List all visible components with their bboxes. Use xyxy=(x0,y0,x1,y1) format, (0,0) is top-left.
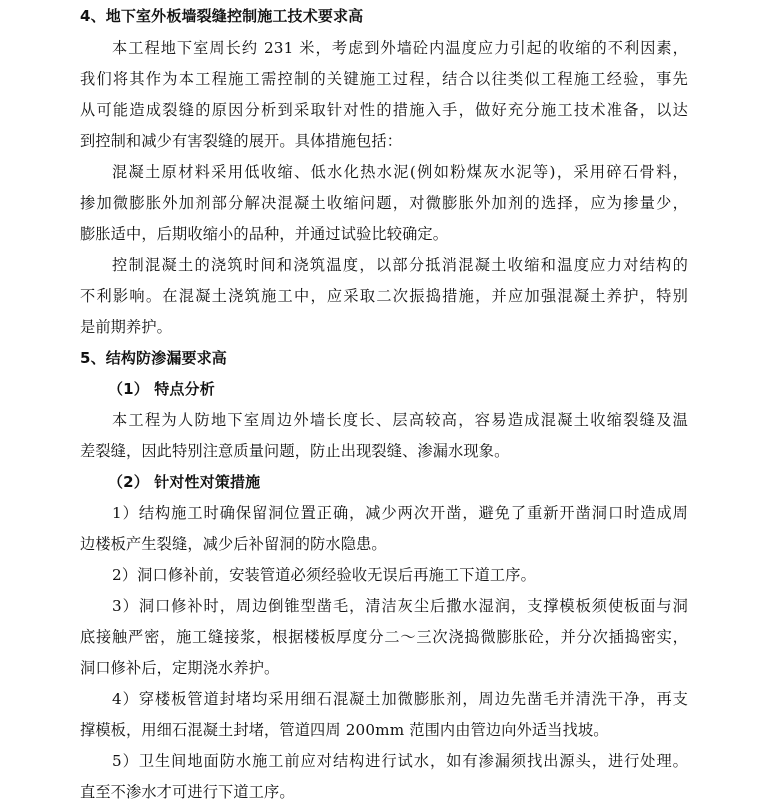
paragraph-line: 是前期养护。 xyxy=(80,318,173,336)
paragraph-line: 不利影响。在混凝土浇筑施工中，应采取二次振捣措施，并应加强混凝土养护，特别 xyxy=(80,287,688,305)
list-item-line: 2）洞口修补前，安装管道必须经验收无误后再施工下道工序。 xyxy=(112,566,536,584)
section-4-heading: 4、地下室外板墙裂缝控制施工技术要求高 xyxy=(80,7,364,25)
paragraph-line: 差裂缝，因此特别注意质量问题，防止出现裂缝、渗漏水现象。 xyxy=(80,442,510,460)
paragraph-line: 本工程地下室周长约 231 米，考虑到外墙砼内温度应力引起的收缩的不利因素， xyxy=(112,39,688,57)
paragraph-line: 从可能造成裂缝的原因分析到采取针对性的措施入手，做好充分施工技术准备，以达 xyxy=(80,101,688,119)
subheading-analysis: （1） 特点分析 xyxy=(108,380,215,398)
list-item-line: 5）卫生间地面防水施工前应对结构进行试水，如有渗漏须找出源头，进行处理。 xyxy=(112,752,688,770)
list-item-line: 3）洞口修补时，周边倒锥型凿毛，清洁灰尘后撒水湿润，支撑模板须使板面与洞 xyxy=(112,597,688,615)
paragraph-line: 控制混凝土的浇筑时间和浇筑温度，以部分抵消混凝土收缩和温度应力对结构的 xyxy=(112,256,688,274)
section-5-heading: 5、结构防渗漏要求高 xyxy=(80,349,227,367)
paragraph-line: 到控制和减少有害裂缝的展开。具体措施包括： xyxy=(80,132,403,150)
list-item-line: 直至不渗水才可进行下道工序。 xyxy=(80,783,295,801)
list-item-line: 4）穿楼板管道封堵均采用细石混凝土加微膨胀剂，周边先凿毛并清洗干净，再支 xyxy=(112,690,688,708)
list-item-line: 洞口修补后，定期浇水养护。 xyxy=(80,659,280,677)
list-item-line: 底接触严密，施工缝接浆，根据楼板厚度分二～三次浇捣微膨胀砼，并分次插捣密实， xyxy=(80,628,688,646)
subheading-measures: （2） 针对性对策措施 xyxy=(108,473,261,491)
paragraph-line: 本工程为人防地下室周边外墙长度长、层高较高，容易造成混凝土收缩裂缝及温 xyxy=(112,411,688,429)
list-item-line: 撑模板，用细石混凝土封堵，管道四周 200mm 范围内由管边向外适当找坡。 xyxy=(80,721,609,739)
list-item-line: 1）结构施工时确保留洞位置正确，减少两次开凿，避免了重新开凿洞口时造成周 xyxy=(112,504,688,522)
list-item-line: 边楼板产生裂缝，减少后补留洞的防水隐患。 xyxy=(80,535,387,553)
paragraph-line: 我们将其作为本工程施工需控制的关键施工过程，结合以往类似工程施工经验，事先 xyxy=(80,70,688,88)
paragraph-line: 膨胀适中，后期收缩小的品种，并通过试验比较确定。 xyxy=(80,225,449,243)
paragraph-line: 混凝土原材料采用低收缩、低水化热水泥(例如粉煤灰水泥等)，采用碎石骨料， xyxy=(112,163,688,181)
paragraph-line: 掺加微膨胀外加剂部分解决混凝土收缩问题，对微膨胀外加剂的选择，应为掺量少， xyxy=(80,194,688,212)
